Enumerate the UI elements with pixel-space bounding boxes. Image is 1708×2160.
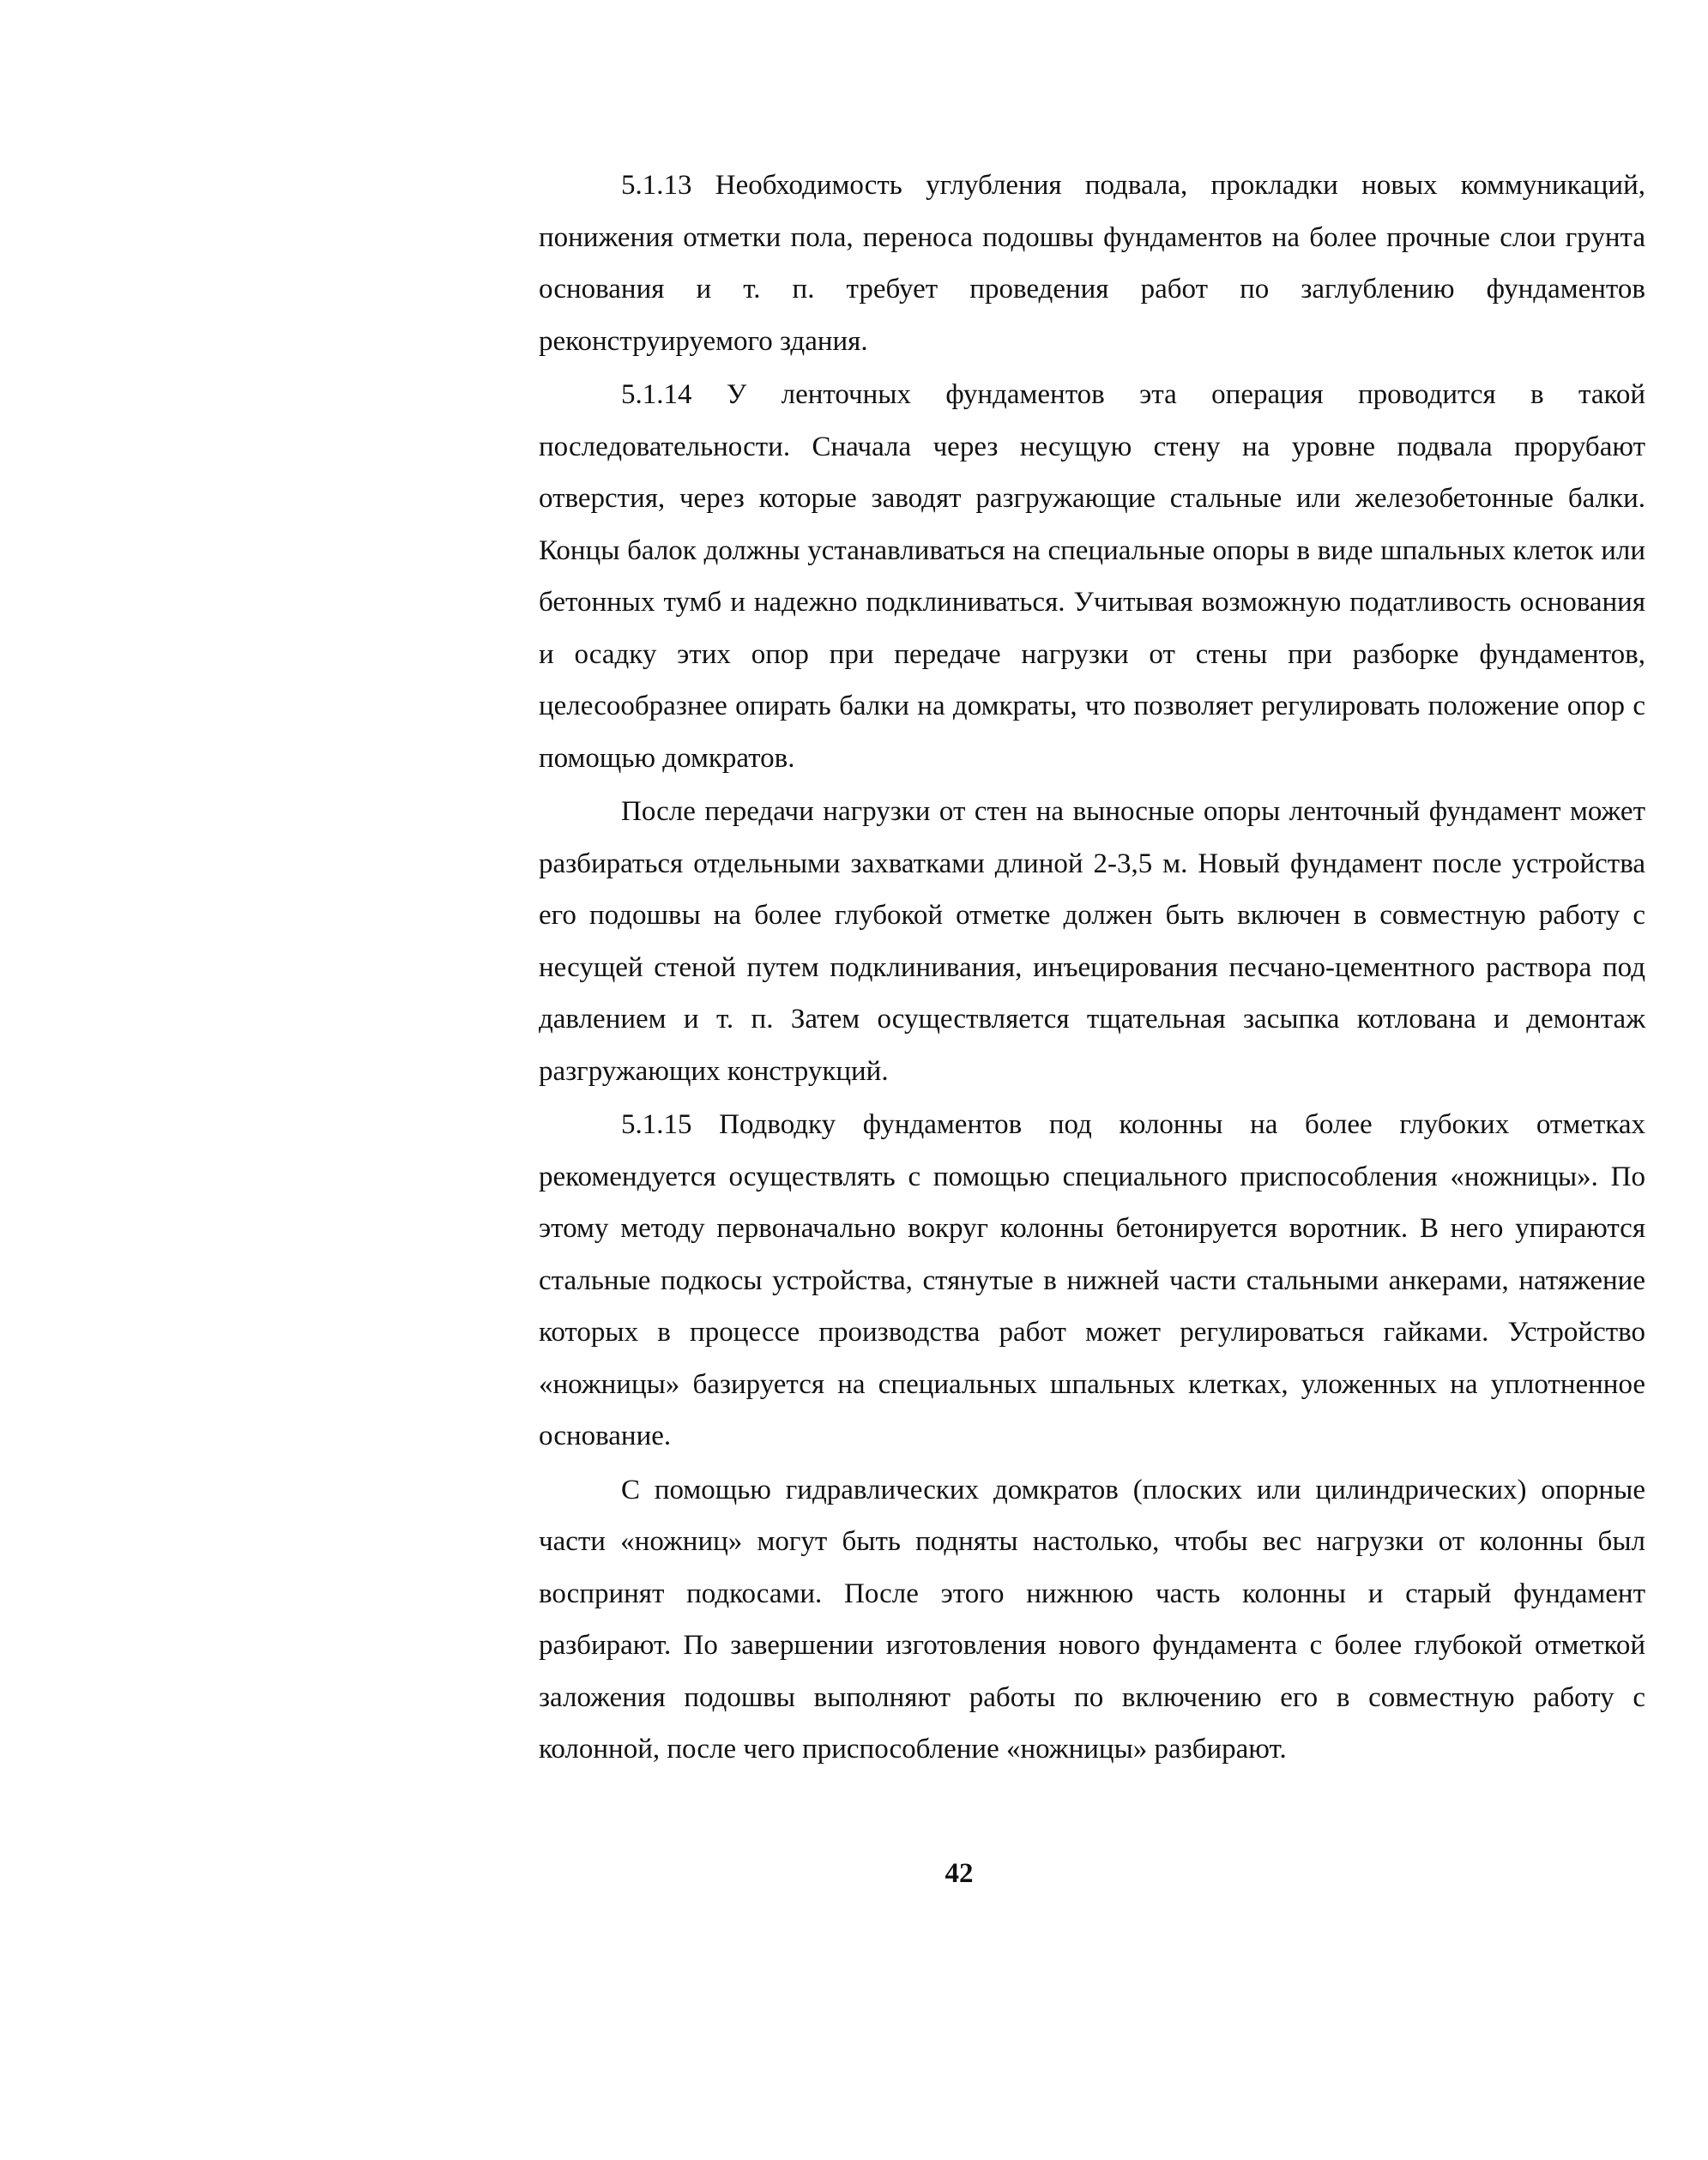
- body-text: [539, 160, 1645, 1776]
- paragraph-5-1-13: 5.1.13 Необходимость углубления подвала, прокладки новых коммуникаций, понижения отметки пола, переноса подошвы фундаментов на более прочные слои грунта основания и т. п. требует проведения работ по заглублению фундаментов реконструируемого здания.: [539, 170, 1645, 357]
- paragraph-hydraulic-jacks: С помощью гидравлических домкратов (плоских или цилиндрических) опорные части «ножниц» могут быть подняты настолько, чтобы вес нагрузки от колонны был воспринят подкосами. После этого нижнюю часть колонны и старый фундамент разбирают. По завершении изготовления нового фундамента с более глубокой отметкой заложения подошвы выполняют работы по включению его в совместную работу с колонной, после чего приспособление «ножницы» разбирают.: [539, 1474, 1645, 1765]
- page-number: 42: [945, 1858, 974, 1889]
- paragraph-strip-foundation: После передачи нагрузки от стен на выносные опоры ленточный фундамент может разбираться отдельными захватками длиной 2-3,5 м. Новый фундамент после устройства его подошвы на более глубокой отметке должен быть включен в совместную работу с несущей стеной путем подклинивания, инъецирования песчано-цементного раствора под давлением и т. п. Затем осуществляется тщательная засыпка котлована и демонтаж разгружающих конструкций.: [539, 796, 1645, 1087]
- paragraph-5-1-15: 5.1.15 Подводку фундаментов под колонны на более глубоких отметках рекомендуется осуществлять с помощью специального приспособления «ножницы». По этому методу первоначально вокруг колонны бетонируется воротник. В него упираются стальные подкосы устройства, стянутые в нижней части стальными анкерами, натяжение которых в процессе производства работ может регулироваться гайками. Устройство «ножницы» базируется на специальных шпальных клетках, уложенных на уплотненное основание.: [539, 1109, 1645, 1451]
- paragraph-5-1-14: 5.1.14 У ленточных фундаментов эта операция проводится в такой последовательности. Сначала через несущую стену на уровне подвала прорубают отверстия, через которые заводят разгружающие стальные или железобетонные балки. Концы балок должны устанавливаться на специальные опоры в виде шпальных клеток или бетонных тумб и надежно подклиниваться. Учитывая возможную податливость основания и осадку этих опор при передаче нагрузки от стены при разборке фундаментов, целесообразнее опирать балки на домкраты, что позволяет регулировать положение опор с помощью домкратов.: [539, 379, 1645, 774]
